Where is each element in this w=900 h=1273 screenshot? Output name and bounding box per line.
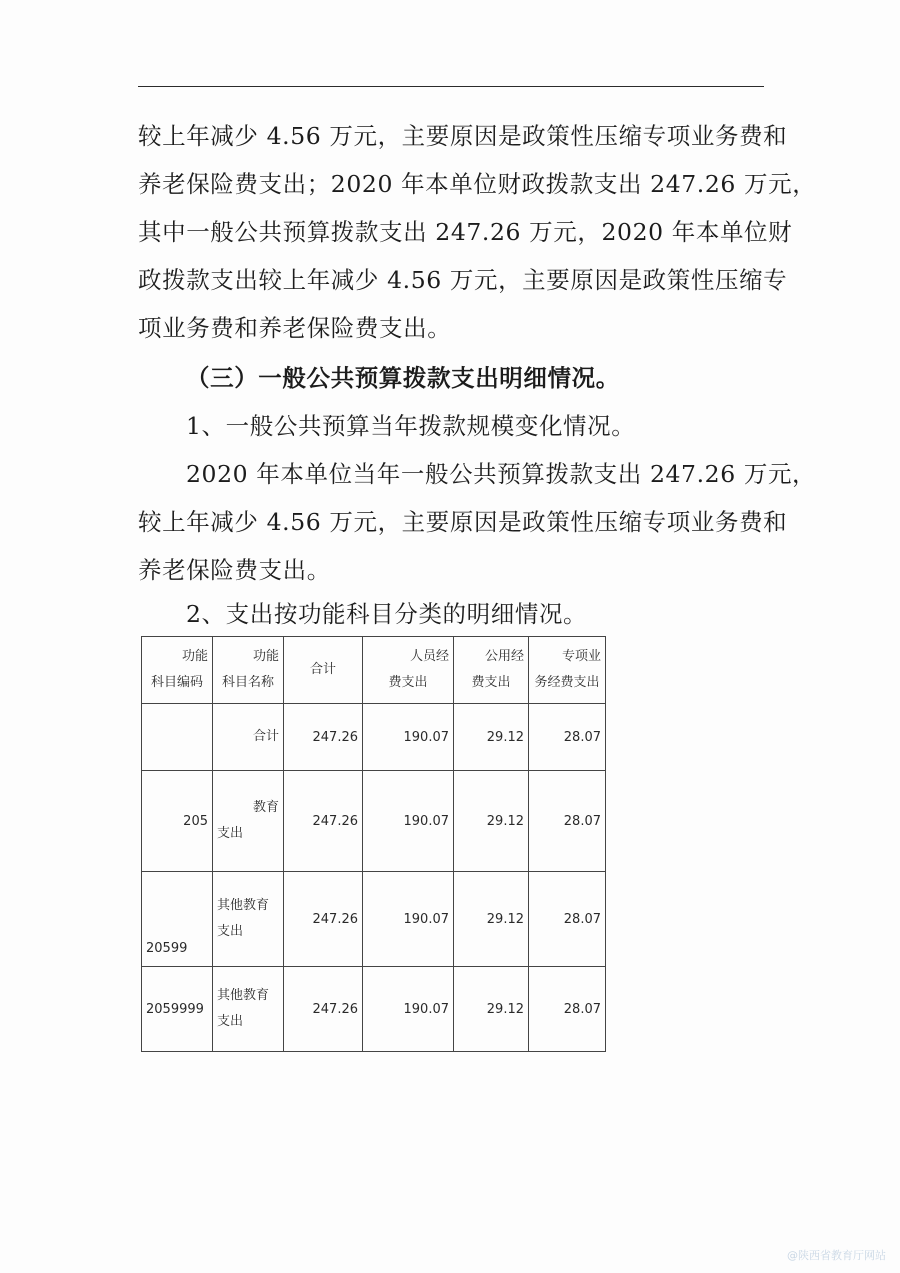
cell-special: 28.07 (529, 771, 606, 872)
cell-code: 2059999 (142, 967, 213, 1052)
cell-special: 28.07 (529, 967, 606, 1052)
text-line: 养老保险费支出。 (138, 556, 331, 584)
section-heading-3: （三）一般公共预算拨款支出明细情况。 (186, 364, 620, 392)
text-line: 较上年减少 4.56 万元，主要原因是政策性压缩专项业务费和 (138, 508, 788, 536)
cell-public: 29.12 (454, 704, 529, 771)
cell-public: 29.12 (454, 872, 529, 967)
table-row (142, 967, 606, 1052)
header-code: 功能 科目编码 (142, 637, 213, 704)
cell-public: 29.12 (454, 771, 529, 872)
text-line: 项业务费和养老保险费支出。 (138, 314, 452, 342)
cell-personnel: 190.07 (363, 872, 454, 967)
cell-name: 教育 支出 (213, 771, 284, 872)
watermark: @陕西省教育厅网站 (787, 1249, 886, 1262)
cell-total: 247.26 (284, 771, 363, 872)
table-row (142, 704, 606, 771)
cell-total: 247.26 (284, 967, 363, 1052)
header-special: 专项业 务经费支出 (529, 637, 606, 704)
cell-personnel: 190.07 (363, 704, 454, 771)
table-row (142, 771, 606, 872)
subheading-1: 1、一般公共预算当年拨款规模变化情况。 (186, 412, 636, 440)
text-line: 养老保险费支出；2020 年本单位财政拨款支出 247.26 万元， (138, 170, 817, 198)
cell-total: 247.26 (284, 872, 363, 967)
text-line: 其中一般公共预算拨款支出 247.26 万元，2020 年本单位财 (138, 218, 793, 246)
cell-name: 其他教育 支出 (213, 872, 284, 967)
cell-personnel: 190.07 (363, 771, 454, 872)
paragraph-allocation-change (138, 450, 817, 594)
paragraph-budget-summary (138, 112, 817, 352)
cell-code: 20599 (142, 872, 213, 967)
cell-name: 合计 (213, 704, 284, 771)
cell-personnel: 190.07 (363, 967, 454, 1052)
table-row (142, 872, 606, 967)
cell-code (142, 704, 213, 771)
expenditure-detail-table (141, 636, 606, 1052)
header-rule (138, 86, 764, 87)
text-line: 政拨款支出较上年减少 4.56 万元，主要原因是政策性压缩专 (138, 266, 788, 294)
cell-special: 28.07 (529, 872, 606, 967)
cell-total: 247.26 (284, 704, 363, 771)
cell-name: 其他教育 支出 (213, 967, 284, 1052)
text-line: 较上年减少 4.56 万元，主要原因是政策性压缩专项业务费和 (138, 122, 788, 150)
header-total: 合计 (284, 637, 363, 704)
subheading-2: 2、支出按功能科目分类的明细情况。 (186, 600, 588, 628)
header-name: 功能 科目名称 (213, 637, 284, 704)
cell-public: 29.12 (454, 967, 529, 1052)
cell-special: 28.07 (529, 704, 606, 771)
text-line: 2020 年本单位当年一般公共预算拨款支出 247.26 万元， (186, 460, 817, 488)
cell-code: 205 (142, 771, 213, 872)
table-header-row (142, 637, 606, 704)
header-public: 公用经 费支出 (454, 637, 529, 704)
header-personnel: 人员经 费支出 (363, 637, 454, 704)
